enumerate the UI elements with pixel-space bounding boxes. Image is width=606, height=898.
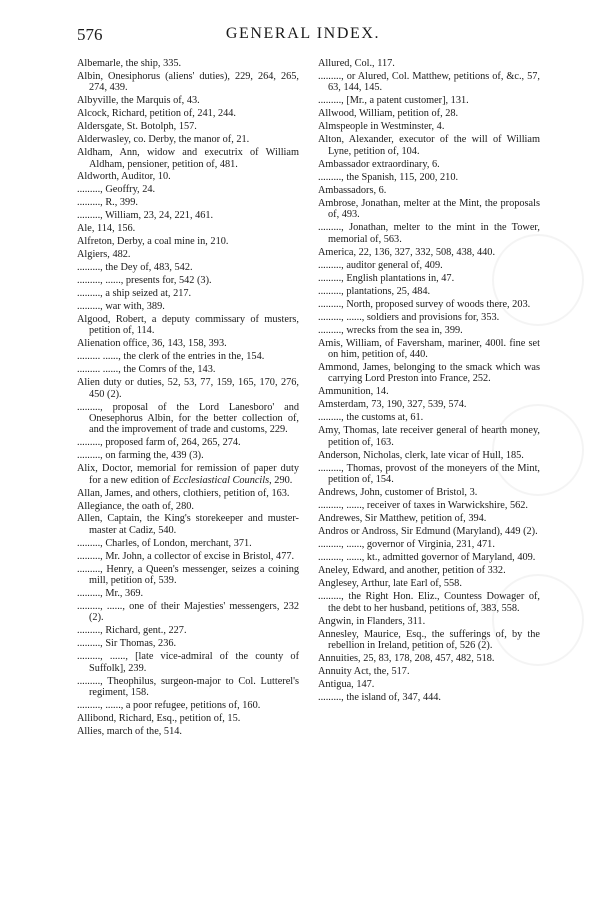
index-entry: Amsterdam, 73, 190, 327, 539, 574. (318, 399, 467, 411)
index-entry: ........., R., 399. (77, 197, 138, 209)
index-entry: ........., ......, governor of Virginia, 231, 471. (318, 539, 495, 551)
index-entry: ........., [Mr., a patent customer], 131. (318, 95, 469, 107)
index-entry: Andrews, John, customer of Bristol, 3. (318, 487, 478, 499)
index-entry: Algiers, 482. (77, 249, 131, 261)
index-entry: Alfreton, Derby, a coal mine in, 210. (77, 236, 229, 248)
index-entry: Alien duty or duties, 52, 53, 77, 159, 165, 170, 276, 450 (2). (77, 377, 299, 400)
index-entry: Alton, Alexander, executor of the will of William Lyne, petition of, 104. (318, 134, 540, 157)
page-title: GENERAL INDEX. (225, 25, 381, 42)
index-entry: ........., Mr. John, a collector of excise in Bristol, 477. (77, 550, 295, 562)
index-entry: ........., the Right Hon. Eliz., Countess Dowager of, the debt to her husband, petitions of, 383, 558. (318, 591, 540, 614)
index-entry: ........., North, proposed survey of woods there, 203. (318, 298, 531, 310)
index-entry: ........., William, 23, 24, 221, 461. (77, 210, 214, 222)
index-entry: ........., Henry, a Queen's messenger, seizes a coining mill, petition of, 539. (77, 563, 299, 587)
index-entry: ........., the Spanish, 115, 200, 210. (318, 171, 459, 183)
index-entry: Ammond, James, belonging to the smack which was carrying Lord Preston into France, 252. (318, 362, 540, 385)
index-entry: Ambassador extraordinary, 6. (318, 158, 440, 170)
index-entry: ........., Charles, of London, merchant, 371. (77, 537, 252, 549)
index-entry: ........., a ship seized at, 217. (77, 288, 192, 300)
index-entry: ......... ......, the Comrs of the, 143. (77, 364, 216, 376)
index-entry: ........., ......, soldiers and provisions for, 353. (318, 311, 500, 323)
index-entry: Aldersgate, St. Botolph, 157. (77, 121, 197, 133)
index-entry: ........., ......, receiver of taxes in Warwickshire, 562. (318, 500, 529, 512)
index-entry: ........., Sir Thomas, 236. (77, 638, 177, 650)
index-entry: Aldworth, Auditor, 10. (77, 171, 171, 183)
index-column-left (77, 58, 299, 739)
index-entry: ........., the customs at, 61. (318, 412, 424, 424)
index-entry: Aldham, Ann, widow and executrix of William Aldham, pensioner, petition of, 481. (77, 147, 299, 170)
index-entry: ........., ......, presents for, 542 (3). (77, 275, 212, 287)
index-entry: Amis, William, of Faversham, mariner, 400l. fine set on him, petition of, 440. (318, 337, 540, 361)
index-entry: ........., English plantations in, 47. (318, 272, 455, 284)
index-entry: ........., war with, 389. (77, 301, 165, 313)
index-entry: ......... ......, the clerk of the entries in the, 154. (77, 351, 265, 363)
index-entry: ........., on farming the, 439 (3). (77, 450, 204, 462)
index-entry: Allan, James, and others, clothiers, petition of, 163. (77, 487, 290, 499)
index-column-right (318, 58, 540, 705)
index-entry: ........., ......, [late vice-admiral of the county of Suffolk], 239. (77, 651, 299, 674)
index-entry: ........., wrecks from the sea in, 399. (318, 324, 463, 336)
index-entry: ........., plantations, 25, 484. (318, 285, 431, 297)
index-entry: Algood, Robert, a deputy commissary of musters, petition of, 114. (77, 313, 299, 337)
index-entry: Andros or Andross, Sir Edmund (Maryland), 449 (2). (318, 526, 538, 538)
index-entry: Anderson, Nicholas, clerk, late vicar of Hull, 185. (318, 449, 524, 461)
index-entry: Almspeople in Westminster, 4. (318, 121, 445, 133)
index-entry: Amy, Thomas, late receiver general of hearth money, petition of, 163. (318, 425, 540, 448)
index-entry: America, 22, 136, 327, 332, 508, 438, 440. (318, 246, 496, 258)
index-entry: ........., Geoffry, 24. (77, 184, 156, 196)
index-entry: Ammunition, 14. (318, 386, 389, 398)
index-entry: Alix, Doctor, memorial for remission of paper duty for a new edition of Ecclesiastical Councils, 290. (77, 463, 299, 486)
index-entry: ........., auditor general of, 409. (318, 259, 443, 271)
index-entry: Albyville, the Marquis of, 43. (77, 95, 200, 107)
index-entry: Angwin, in Flanders, 311. (318, 615, 426, 627)
index-entry: ........., or Alured, Col. Matthew, petitions of, &c., 57, 63, 144, 145. (318, 71, 540, 94)
index-entry: Anglesey, Arthur, late Earl of, 558. (318, 578, 462, 590)
index-entry: Allegiance, the oath of, 280. (77, 500, 194, 512)
index-entry: Andrewes, Sir Matthew, petition of, 394. (318, 513, 487, 525)
index-entry: ........., Thomas, provost of the moneyers of the Mint, petition of, 154. (318, 462, 540, 486)
index-entry: ........., proposed farm of, 264, 265, 274. (77, 437, 241, 449)
index-entry: ........., Mr., 369. (77, 588, 144, 600)
page-number: 576 (77, 25, 103, 44)
index-entry: ........., Richard, gent., 227. (77, 625, 187, 637)
index-entry: ........., proposal of the Lord Lanesboro' and Onesephorus Albin, for the better collection of, and the improvement of trade and customs, 229. (77, 401, 299, 436)
index-entry: Annesley, Maurice, Esq., the sufferings of, by the rebellion in Ireland, petition of, 526 (2). (318, 628, 540, 652)
index-entry: ........., the Dey of, 483, 542. (77, 262, 193, 274)
index-entry: ........., ......, kt., admitted governor of Maryland, 409. (318, 552, 536, 564)
index-entry: Ambassadors, 6. (318, 184, 387, 196)
index-entry: Albemarle, the ship, 335. (77, 58, 182, 69)
index-entry: Allibond, Richard, Esq., petition of, 15. (77, 713, 241, 724)
index-entry: Antigua, 147. (318, 679, 375, 691)
index-entry: ........., Jonathan, melter to the mint in the Tower, memorial of, 563. (318, 222, 540, 245)
index-entry: Ale, 114, 156. (77, 223, 136, 235)
index-entry: ........., Theophilus, surgeon-major to Col. Lutterel's regiment, 158. (77, 675, 299, 699)
index-entry: Allen, Captain, the King's storekeeper and muster-master at Cadiz, 540. (77, 513, 299, 536)
index-entry: Ambrose, Jonathan, melter at the Mint, the proposals of, 493. (318, 197, 540, 221)
index-entry: Annuity Act, the, 517. (318, 666, 410, 678)
index-entry: Albin, Onesiphorus (aliens' duties), 229, 264, 265, 274, 439. (77, 70, 299, 94)
index-entry: ........., ......, a poor refugee, petitions of, 160. (77, 700, 261, 712)
index-entry: Allies, march of the, 514. (77, 725, 182, 737)
index-entry: Alderwasley, co. Derby, the manor of, 21. (77, 134, 250, 146)
index-entry: Allwood, William, petition of, 28. (318, 108, 459, 120)
index-entry: Annuities, 25, 83, 178, 208, 457, 482, 518. (318, 653, 495, 665)
index-entry: ........., ......, one of their Majesties' messengers, 232 (2). (77, 601, 299, 624)
index-entry: Alienation office, 36, 143, 158, 393. (77, 338, 227, 350)
index-entry: Allured, Col., 117. (318, 58, 395, 69)
index-entry: Alcock, Richard, petition of, 241, 244. (77, 108, 236, 120)
index-entry: Aneley, Edward, and another, petition of 332. (318, 565, 506, 577)
index-entry: ........., the island of, 347, 444. (318, 692, 441, 704)
